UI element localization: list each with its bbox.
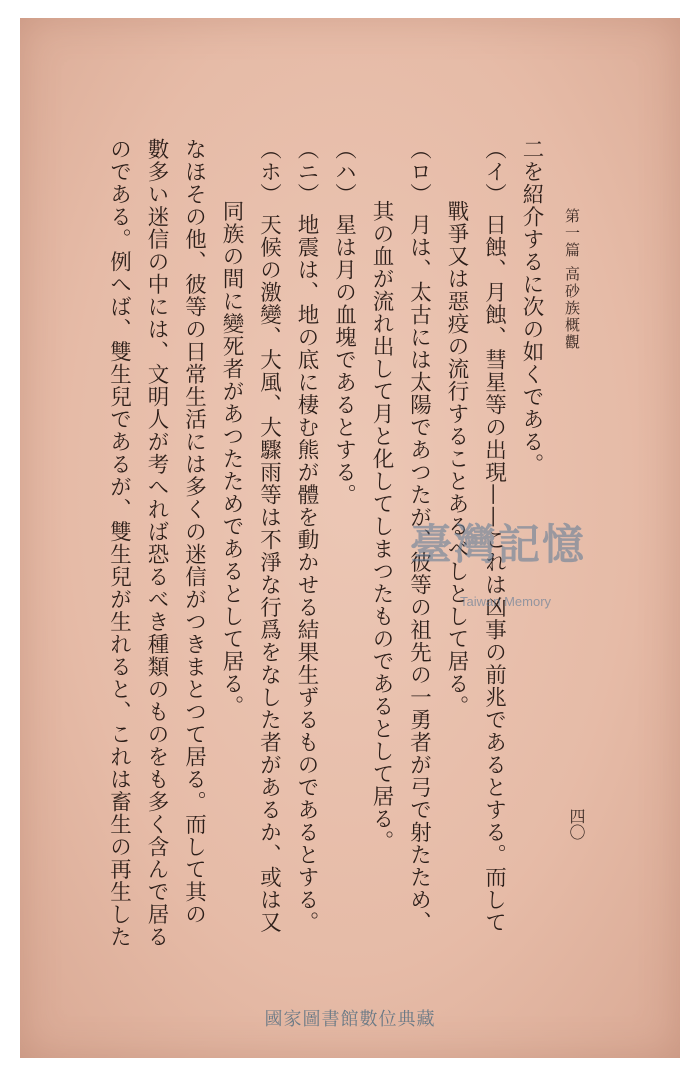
text-column-3: 戰爭又は惡疫の流行することあるべしとして居る。	[444, 200, 469, 718]
text-column-4: （ロ） 月は、太古には太陽であつたが、彼等の祖先の一勇者が弓で射たため、	[406, 138, 432, 934]
taiwan-memory-logo-subtext: Taiwan Memory	[460, 594, 552, 609]
text-column-6: （ハ） 星は月の血塊であるとする。	[331, 138, 357, 506]
running-title: 第一篇 高砂族概觀	[563, 208, 581, 351]
text-column-5: 其の血が流れ出して月と化してしまつたものであるとして居る。	[369, 200, 394, 853]
text-column-8: （ホ） 天候の激變、大風、大驟雨等は不淨な行爲をなした者があるか、或は又	[256, 138, 282, 934]
text-column-10: なほその他、彼等の日常生活には多くの迷信がつきまとつて居る。而して其の	[181, 138, 207, 926]
text-column-1: 二を紹介するに次の如くである。	[519, 138, 544, 476]
text-column-2: （イ） 日蝕、月蝕、彗星等の出現——これは凶事の前兆であるとする。而して	[481, 138, 507, 934]
text-column-9: 同族の間に變死者があつたためであるとして居る。	[219, 200, 244, 718]
text-column-11: 數多い迷信の中には、文明人が考へれば恐るべき種類のものをも多く含んで居る	[144, 138, 169, 948]
text-column-12: のである。例へば、雙生兒であるが、雙生兒が生れると、これは畜生の再生した	[106, 138, 132, 948]
library-footer: 國家圖書館數位典藏	[264, 1009, 436, 1030]
taiwan-memory-logo: 臺灣記憶	[410, 520, 587, 569]
page-number: 四〇	[567, 808, 586, 840]
text-column-7: （ニ） 地震は、地の底に棲む熊が體を動かせる結果生ずるものであるとする。	[294, 138, 319, 934]
